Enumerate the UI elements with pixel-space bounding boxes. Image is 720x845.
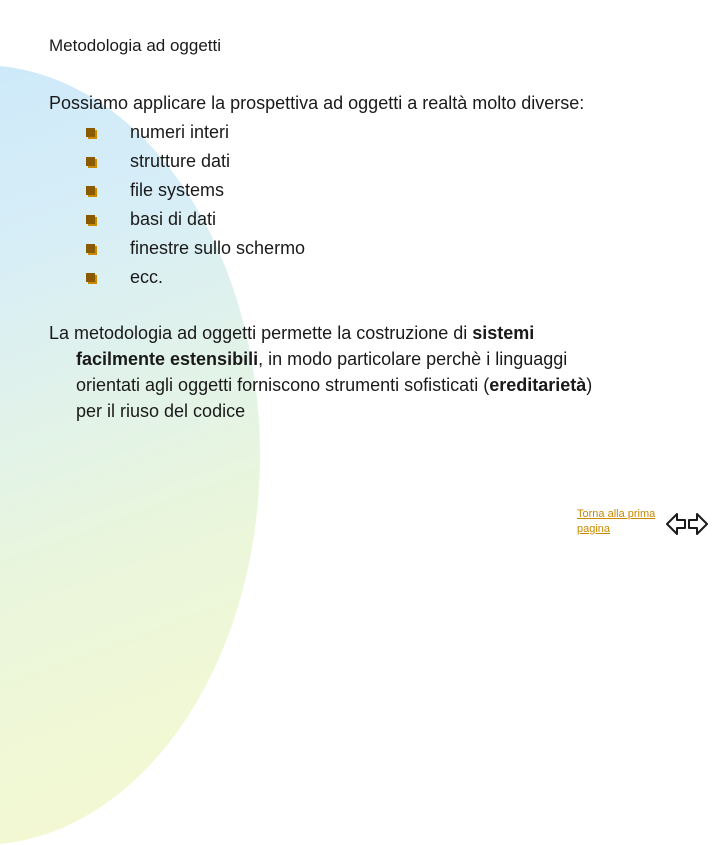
emphasis-text: facilmente estensibili bbox=[76, 349, 259, 369]
intro-text: Possiamo applicare la prospettiva ad oggetti a realtà molto diverse: bbox=[49, 93, 585, 113]
paragraph-text: orientati agli oggetti forniscono strumenti sofisticati ( bbox=[76, 375, 490, 395]
list-item bbox=[84, 176, 305, 205]
emphasis-text: ereditarietà bbox=[489, 375, 587, 395]
paragraph-text: La metodologia ad oggetti permette la costruzione di bbox=[49, 323, 473, 343]
left-right-arrows-icon[interactable] bbox=[666, 512, 708, 536]
list-item bbox=[84, 263, 305, 292]
square-bullet-icon bbox=[86, 244, 95, 253]
list-item bbox=[84, 118, 305, 147]
list-item bbox=[84, 205, 305, 234]
paragraph-line bbox=[49, 398, 669, 424]
list-item-label: ecc. bbox=[130, 267, 164, 287]
bullet-list bbox=[84, 118, 305, 292]
list-item-label: file systems bbox=[130, 180, 225, 200]
list-item bbox=[84, 147, 305, 176]
body-paragraph bbox=[49, 320, 669, 424]
square-bullet-icon bbox=[86, 215, 95, 224]
back-to-first-page-link[interactable] bbox=[577, 507, 655, 537]
paragraph-line bbox=[49, 320, 669, 346]
link-text-line: Torna alla prima bbox=[577, 508, 656, 520]
square-bullet-icon bbox=[86, 128, 95, 137]
list-item bbox=[84, 234, 305, 263]
square-bullet-icon bbox=[86, 157, 95, 166]
list-item-label: strutture dati bbox=[130, 151, 231, 171]
paragraph-line bbox=[49, 372, 669, 398]
square-bullet-icon bbox=[86, 186, 95, 195]
paragraph-line bbox=[49, 346, 669, 372]
link-text-line: pagina bbox=[577, 523, 611, 535]
paragraph-text: , in modo particolare perchè i linguaggi bbox=[258, 349, 568, 369]
slide-title: Metodologia ad oggetti bbox=[49, 36, 222, 55]
list-item-label: basi di dati bbox=[130, 209, 217, 229]
square-bullet-icon bbox=[86, 273, 95, 282]
paragraph-text: ) bbox=[586, 375, 593, 395]
paragraph-text: per il riuso del codice bbox=[76, 401, 246, 421]
emphasis-text: sistemi bbox=[472, 323, 535, 343]
list-item-label: numeri interi bbox=[130, 122, 230, 142]
list-item-label: finestre sullo schermo bbox=[130, 238, 306, 258]
